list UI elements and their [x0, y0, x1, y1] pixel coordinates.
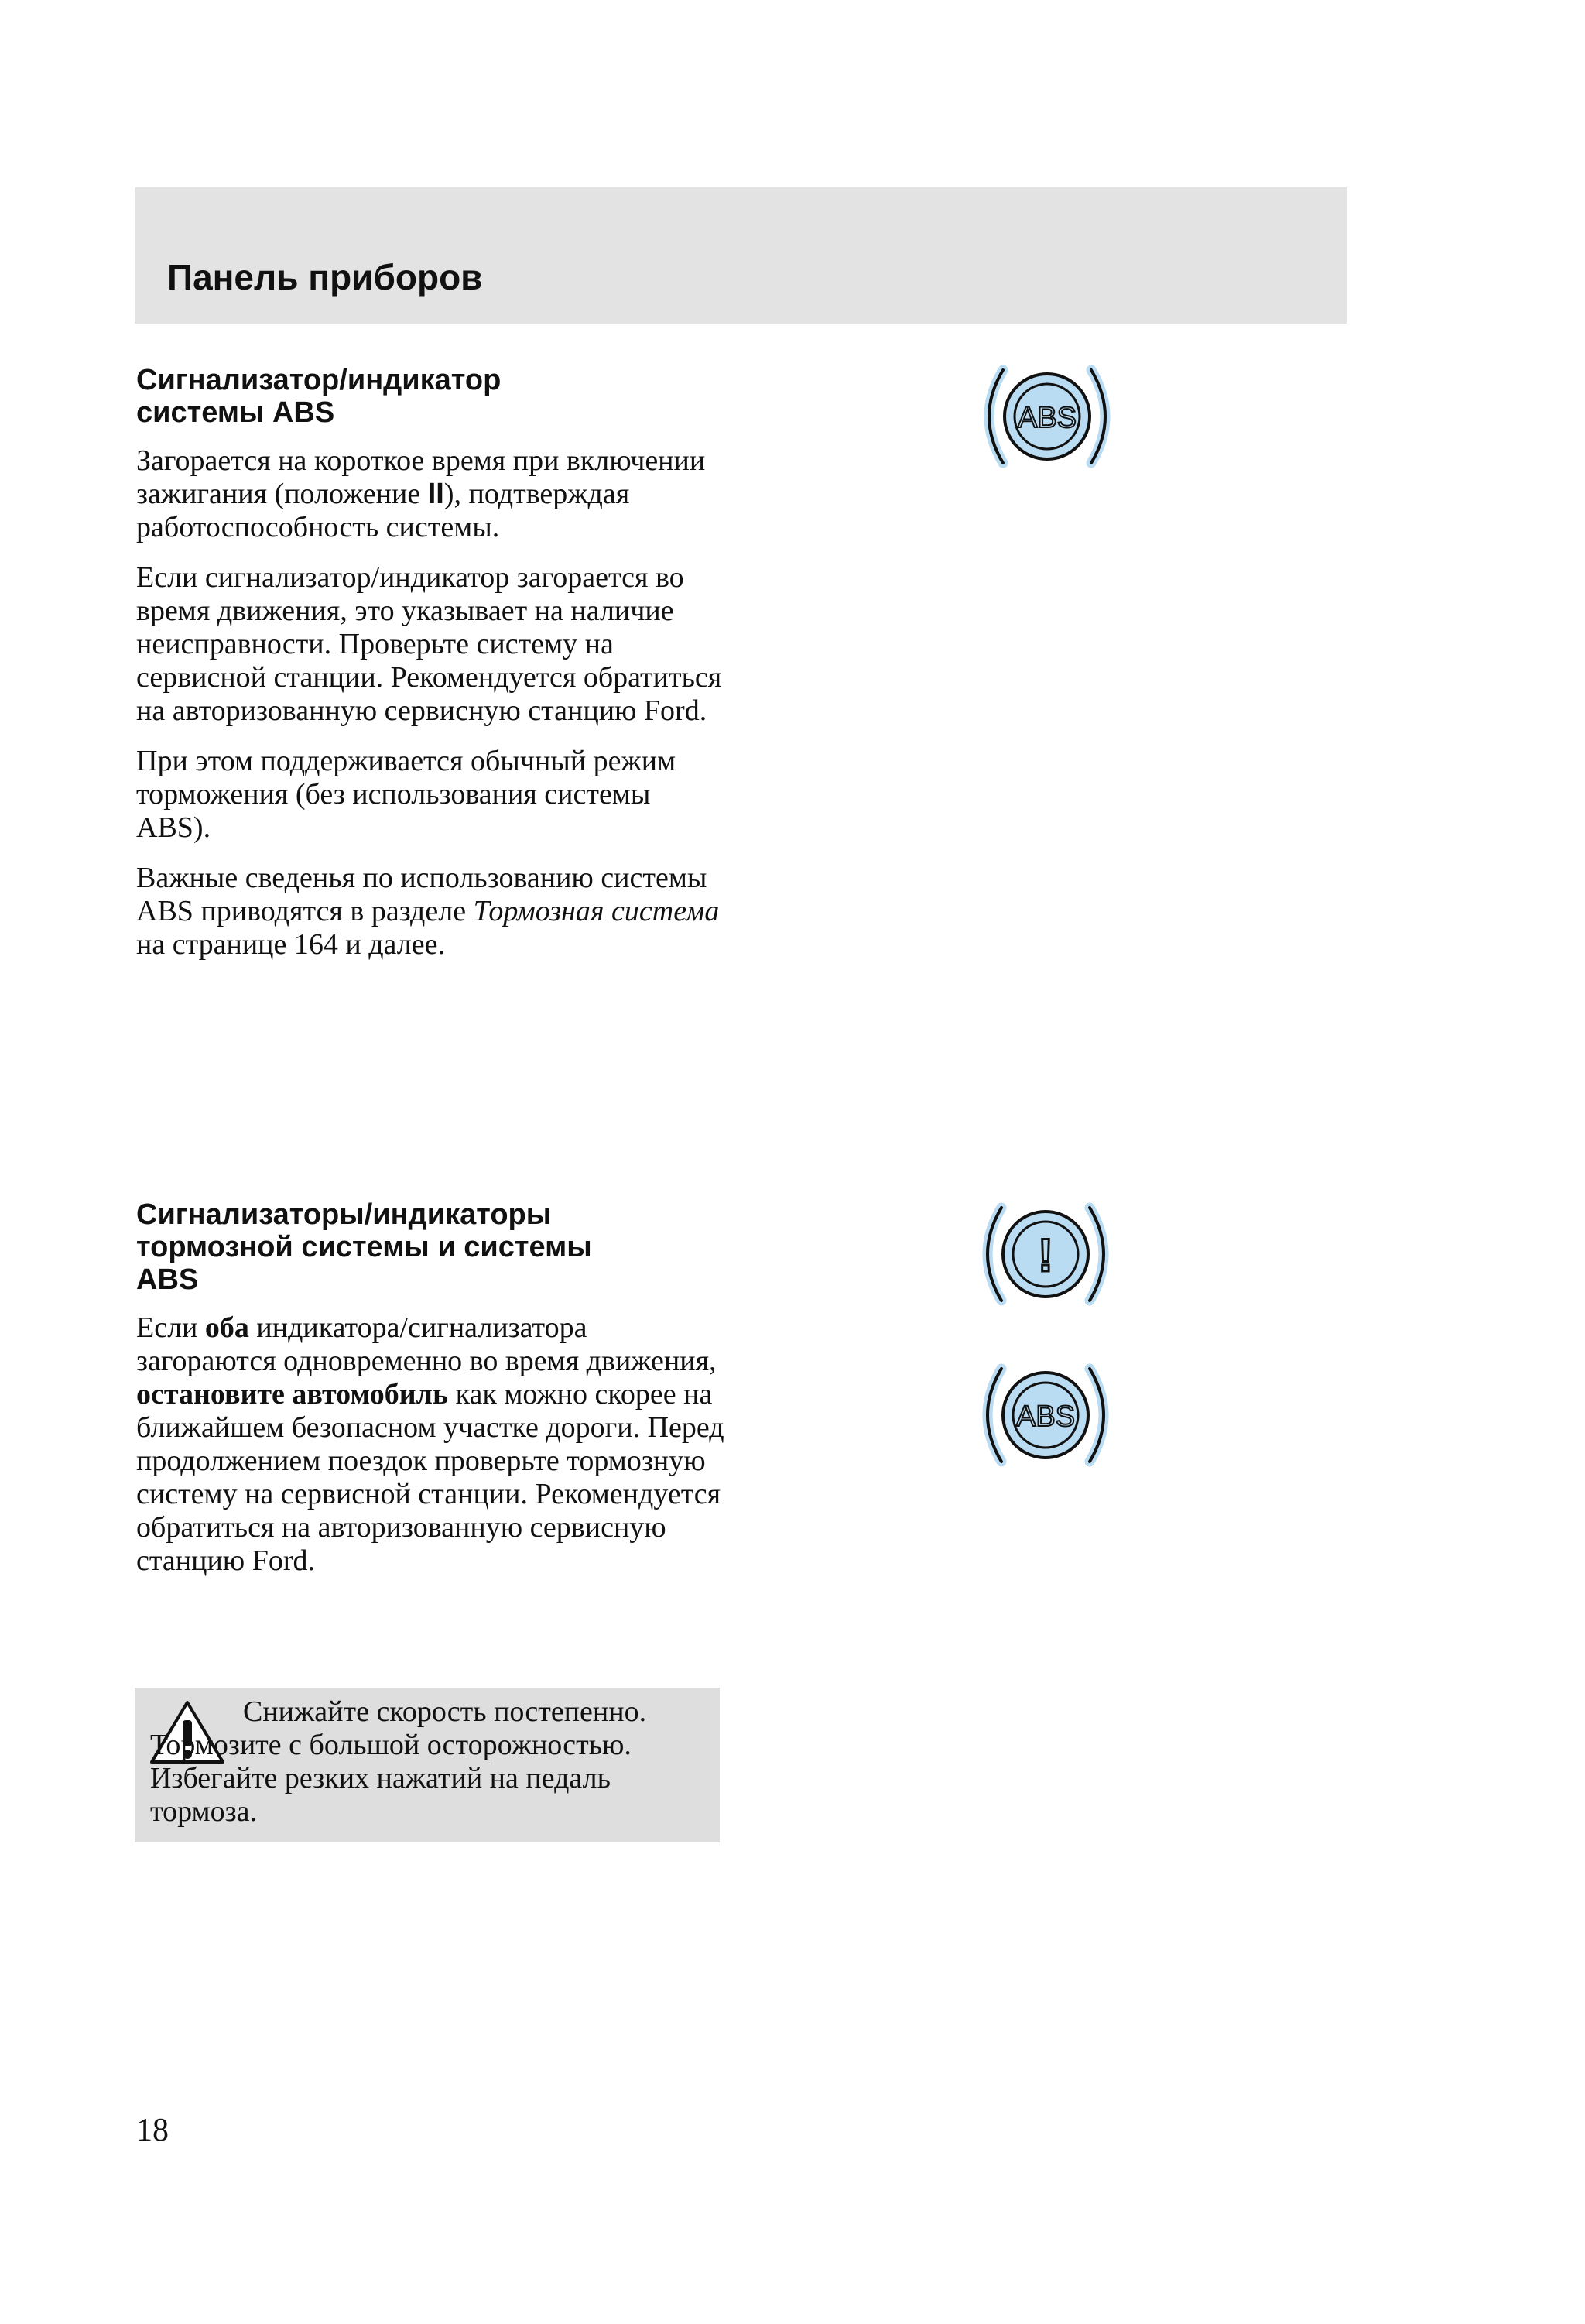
svg-text:!: !: [1038, 1229, 1053, 1281]
section-abs-indicator: [136, 364, 724, 979]
svg-text:ABS: ABS: [1017, 402, 1077, 434]
svg-text:ABS: ABS: [1015, 1400, 1076, 1433]
paragraph: Если оба индикатора/сигнализатора загораются одновременно во время движения, остановите автомобиль как можно скорее на ближайшем безопасном участке дороги. Перед продолжением поездок проверьте тормозную систему на сервисной станции. Рекомендуется обратиться на авторизованную сервисную станцию Ford.: [136, 1311, 724, 1577]
caution-text: Снижайте скорость постепенно. Тормозите с большой осторожностью. Избегайте резких нажатий на педаль тормоза.: [150, 1695, 647, 1828]
paragraph: Загорается на короткое время при включении зажигания (положение II), подтверждая работоспособность системы.: [136, 444, 706, 543]
brake-warning-icon: [972, 1200, 1119, 1308]
paragraph: Важные сведенья по использованию системы ABS приводятся в разделе Тормозная система на странице 164 и далее.: [136, 862, 720, 961]
page-number: 18: [136, 2113, 169, 2148]
section-heading: Сигнализаторы/индикаторы тормозной системы и системы ABS: [136, 1198, 592, 1296]
abs-warning-icon: [974, 362, 1121, 471]
page-header: [135, 187, 1347, 324]
page-title: Панель приборов: [167, 257, 483, 297]
section-heading: Сигнализатор/индикатор системы ABS: [136, 364, 502, 429]
paragraph: Если сигнализатор/индикатор загорается во время движения, это указывает на наличие неисправности. Проверьте систему на сервисной станции. Рекомендуется обратиться на авторизованную сервисную станцию Ford.: [136, 561, 722, 727]
abs-warning-icon: [972, 1361, 1119, 1469]
caution-box: [135, 1688, 720, 1842]
paragraph: При этом поддерживается обычный режим торможения (без использования системы ABS).: [136, 745, 676, 844]
section-brake-abs-indicators: [136, 1198, 724, 1595]
